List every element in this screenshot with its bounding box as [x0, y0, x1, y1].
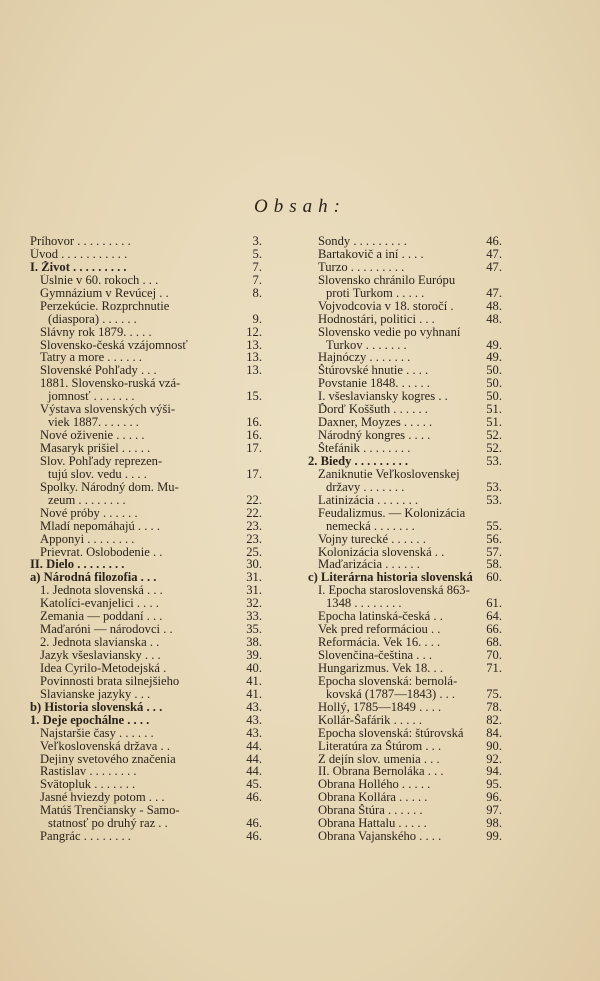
toc-entry-page: 32.: [246, 596, 262, 611]
toc-entry-title: Katolíci-evanjelici . . . .: [40, 597, 159, 611]
toc-entry: [30, 597, 262, 610]
toc-entry-title: Slavianske jazyky . . .: [40, 687, 151, 701]
toc-entry-page: 30.: [246, 557, 262, 572]
toc-entry: [30, 274, 262, 287]
toc-entry: [308, 403, 502, 416]
toc-entry: [308, 287, 502, 300]
toc-entry: [308, 351, 502, 364]
toc-entry: [308, 442, 502, 455]
toc-entry-page: 5.: [252, 246, 262, 261]
toc-entry-page: 84.: [486, 725, 502, 740]
toc-entry-page: 50.: [486, 376, 502, 391]
toc-entry-title: 1. Deje epochálne . . . .: [30, 713, 150, 727]
toc-entry-page: 47.: [486, 246, 502, 261]
toc-entry-page: 22.: [246, 492, 262, 507]
toc-entry-page: 53.: [486, 453, 502, 468]
toc-entry-title: 2. Jednota slavianska . .: [40, 636, 160, 650]
toc-entry-page: 97.: [486, 803, 502, 818]
toc-entry-page: 82.: [486, 712, 502, 727]
toc-entry-title: Epocha latinská-česká . .: [318, 610, 443, 624]
toc-entry: [308, 274, 502, 287]
toc-entry-title: Najstaršie časy . . . . . .: [40, 726, 154, 740]
toc-entry: [30, 507, 262, 520]
toc-entry: [308, 326, 502, 339]
toc-entry-page: 43.: [246, 725, 262, 740]
toc-entry-title: Veľkoslovenská država . .: [40, 739, 170, 753]
toc-entry-title: Nové oživenie . . . . .: [40, 429, 145, 443]
toc-entry: [308, 390, 502, 403]
toc-entry: [308, 571, 502, 584]
toc-entry-title: Slávny rok 1879. . . . .: [40, 325, 152, 339]
toc-entry-page: 16.: [246, 428, 262, 443]
toc-entry: [30, 727, 262, 740]
page-title: Obsah:: [254, 196, 346, 217]
toc-entry-title: Obrana Štúra . . . . . .: [318, 804, 423, 818]
toc-entry-page: 40.: [246, 660, 262, 675]
toc-entry: [30, 558, 262, 571]
toc-entry-title: Slovensko-česká vzájomnosť: [40, 338, 188, 352]
toc-entry: [30, 571, 262, 584]
toc-entry-page: 90.: [486, 738, 502, 753]
toc-entry-title: Obrana Hollého . . . . .: [318, 778, 431, 792]
toc-entry-page: 95.: [486, 777, 502, 792]
toc-entry: [30, 390, 262, 403]
toc-entry-title: Masaryk prišiel . . . . .: [40, 442, 151, 455]
toc-entry-title: Sondy . . . . . . . . .: [318, 235, 407, 248]
toc-entry-page: 70.: [486, 648, 502, 662]
toc-entry-title: Obrana Hattalu . . . . .: [318, 817, 427, 831]
toc-entry-title: jomnosť . . . . . . .: [48, 390, 135, 404]
toc-entry-title: Mladí nepomáhajú . . . .: [40, 519, 160, 533]
toc-entry-page: 31.: [246, 583, 262, 598]
toc-entry: [308, 636, 502, 649]
toc-entry-page: 12.: [246, 324, 262, 339]
toc-entry: [30, 649, 262, 662]
toc-entry-title: Povstanie 1848. . . . . .: [318, 377, 430, 391]
toc-entry: [30, 248, 262, 261]
toc-entry: [30, 791, 262, 804]
toc-entry-title: Jazyk všeslaviansky . . .: [40, 649, 161, 662]
toc-entry-page: 22.: [246, 505, 262, 520]
toc-entry-page: 13.: [246, 363, 262, 378]
toc-entry: [30, 804, 262, 817]
toc-entry: [308, 313, 502, 326]
toc-entry: [308, 649, 502, 662]
toc-entry: [308, 429, 502, 442]
toc-entry-page: 43.: [246, 712, 262, 727]
toc-entry-page: 46.: [246, 829, 262, 844]
toc-entry: [308, 494, 502, 507]
toc-entry: [308, 520, 502, 533]
toc-entry-page: 53.: [486, 492, 502, 507]
toc-entry-page: 71.: [486, 660, 502, 675]
toc-entry-title: Štúrovské hnutie . . . .: [318, 364, 429, 378]
toc-entry-page: 68.: [486, 635, 502, 650]
toc-entry: [30, 584, 262, 597]
toc-entry-title: Slov. Pohľady reprezen-: [40, 454, 163, 468]
toc-entry: [30, 546, 262, 559]
toc-entry-page: 13.: [246, 337, 262, 352]
toc-entry-title: Ďorď Koššuth . . . . . .: [318, 403, 428, 417]
toc-entry: [30, 481, 262, 494]
toc-entry: [30, 778, 262, 791]
toc-entry: [308, 778, 502, 791]
toc-entry: [308, 468, 502, 481]
toc-entry-title: Úvod . . . . . . . . . . .: [30, 247, 128, 261]
toc-entry-title: Idea Cyrilo-Metodejská .: [40, 661, 167, 675]
toc-entry-title: zeum . . . . . . . .: [48, 493, 126, 507]
toc-column-left: [30, 235, 262, 843]
toc-entry-page: 56.: [486, 531, 502, 546]
toc-entry-title: (diaspora) . . . . . .: [48, 312, 137, 326]
toc-entry-title: Slovenské Pohľady . . .: [40, 364, 157, 378]
toc-entry: [30, 235, 262, 248]
toc-entry-title: Národný kongres . . . .: [318, 429, 431, 443]
toc-entry-title: Úslnie v 60. rokoch . . .: [40, 273, 159, 287]
toc-entry-page: 92.: [486, 751, 502, 766]
toc-entry-title: Matúš Trenčiansky - Samo-: [40, 804, 180, 818]
toc-entry: [30, 455, 262, 468]
toc-entry-page: 53.: [486, 479, 502, 494]
toc-entry-page: 98.: [486, 816, 502, 831]
toc-entry: [30, 300, 262, 313]
toc-entry-title: Svätopluk . . . . . . .: [40, 778, 136, 792]
toc-entry-page: 49.: [486, 337, 502, 352]
toc-entry-title: Turzo . . . . . . . . .: [318, 260, 405, 274]
toc-entry: [308, 558, 502, 571]
toc-entry-title: Slovenčina-čeština . . .: [318, 649, 433, 662]
toc-entry: [30, 494, 262, 507]
toc-entry-title: Slovensko chránilo Európu: [318, 273, 456, 287]
toc-entry: [308, 507, 502, 520]
toc-entry: [30, 326, 262, 339]
toc-entry: [30, 377, 262, 390]
toc-entry-page: 7.: [252, 272, 262, 287]
toc-entry: [30, 351, 262, 364]
toc-entry-title: Epocha slovenská: štúrovská: [318, 726, 464, 740]
toc-entry: [30, 429, 262, 442]
toc-entry-page: 41.: [246, 686, 262, 701]
toc-entry: [308, 377, 502, 390]
toc-entry-page: 23.: [246, 531, 262, 546]
toc-entry: [308, 753, 502, 766]
toc-entry-page: 46.: [246, 790, 262, 805]
toc-entry: [30, 403, 262, 416]
toc-entry-page: 61.: [486, 596, 502, 611]
toc-entry-title: tujú slov. vedu . . . .: [48, 467, 147, 481]
toc-entry: [30, 830, 262, 843]
toc-entry-title: I. všeslaviansky kogres . .: [318, 390, 448, 404]
toc-entry-page: 99.: [486, 829, 502, 844]
toc-entry-title: Hungarizmus. Vek 18. . .: [318, 661, 443, 675]
toc-entry-title: nemecká . . . . . . .: [326, 519, 415, 533]
toc-entry-page: 48.: [486, 298, 502, 313]
toc-entry-page: 9.: [252, 311, 262, 326]
toc-entry-page: 47.: [486, 259, 502, 274]
toc-entry-page: 33.: [246, 609, 262, 624]
toc-entry-title: Reformácia. Vek 16. . . .: [318, 636, 441, 650]
toc-entry: [308, 235, 502, 248]
toc-entry-title: Príhovor . . . . . . . . .: [30, 235, 131, 248]
toc-entry-page: 41.: [246, 673, 262, 688]
toc-entry: [308, 597, 502, 610]
toc-entry-page: 51.: [486, 402, 502, 417]
toc-entry: [308, 455, 502, 468]
toc-entry-title: Daxner, Moyzes . . . . .: [318, 416, 433, 430]
toc-entry-page: 51.: [486, 415, 502, 430]
toc-entry-title: 1881. Slovensko-ruská vzá-: [40, 377, 181, 391]
toc-entry: [30, 817, 262, 830]
toc-entry: [308, 623, 502, 636]
toc-entry: [30, 662, 262, 675]
toc-entry-title: 2. Biedy . . . . . . . . .: [308, 454, 409, 468]
toc-entry-title: Kollár-Šafárik . . . . .: [318, 713, 422, 727]
toc-entry: [308, 610, 502, 623]
toc-entry-title: Slovensko vedie po vyhnaní: [318, 325, 461, 339]
toc-entry: [308, 727, 502, 740]
toc-entry: [308, 364, 502, 377]
toc-entry: [308, 261, 502, 274]
toc-entry-title: Epocha slovenská: bernolá-: [318, 674, 458, 688]
toc-entry: [308, 248, 502, 261]
toc-entry-page: 64.: [486, 609, 502, 624]
toc-entry: [308, 662, 502, 675]
toc-entry-title: Hajnóczy . . . . . . .: [318, 351, 411, 365]
toc-entry-title: Jasné hviezdy potom . . .: [40, 791, 165, 805]
toc-entry-page: 13.: [246, 350, 262, 365]
toc-entry: [30, 610, 262, 623]
toc-entry-title: II. Dielo . . . . . . . .: [30, 558, 125, 572]
toc-entry-page: 15.: [246, 389, 262, 404]
toc-entry-page: 66.: [486, 622, 502, 637]
toc-entry-page: 46.: [246, 816, 262, 831]
toc-entry: [30, 675, 262, 688]
toc-entry: [308, 675, 502, 688]
toc-entry-title: Zemania — poddaní . . .: [40, 610, 163, 624]
toc-entry-page: 17.: [246, 441, 262, 455]
toc-entry: [308, 804, 502, 817]
toc-entry-title: Kolonizácia slovenská . .: [318, 545, 445, 559]
toc-column-right: [308, 235, 502, 843]
toc-entry-page: 8.: [252, 285, 262, 300]
toc-entry: [308, 714, 502, 727]
toc-entry-title: Vojvodcovia v 18. storočí .: [318, 299, 454, 313]
toc-entry-page: 48.: [486, 311, 502, 326]
toc-entry-title: Apponyi . . . . . . . .: [40, 532, 135, 546]
toc-entry-page: 44.: [246, 738, 262, 753]
toc-entry-title: Z dejín slov. umenia . . .: [318, 752, 440, 766]
toc-entry-page: 16.: [246, 415, 262, 430]
toc-entry-title: kovská (1787—1843) . . .: [326, 687, 456, 701]
toc-entry-title: statnosť po druhý raz . .: [48, 817, 168, 831]
toc-entry-page: 35.: [246, 622, 262, 637]
toc-entry-title: Latinizácia . . . . . . .: [318, 493, 419, 507]
toc-entry-title: Prievrat. Oslobodenie . .: [40, 545, 163, 559]
toc-entry: [30, 533, 262, 546]
toc-entry-title: državy . . . . . . .: [326, 480, 405, 494]
toc-entry-page: 17.: [246, 466, 262, 481]
toc-entry-page: 52.: [486, 428, 502, 443]
toc-entry: [308, 701, 502, 714]
toc-entry: [308, 533, 502, 546]
toc-entry-page: 60.: [486, 570, 502, 585]
toc-entry-title: b) Historia slovenská . . .: [30, 700, 163, 714]
toc-entry: [308, 481, 502, 494]
toc-entry: [30, 753, 262, 766]
toc-entry-title: Obrana Kollára . . . . .: [318, 791, 428, 805]
toc-entry-title: I. Epocha staroslovenská 863-: [318, 584, 470, 598]
toc-entry-title: Hollý, 1785—1849 . . . .: [318, 700, 442, 714]
toc-entry: [308, 584, 502, 597]
toc-entry: [308, 339, 502, 352]
toc-entry: [30, 701, 262, 714]
toc-entry-title: Spolky. Národný dom. Mu-: [40, 480, 179, 494]
toc-entry-page: 43.: [246, 699, 262, 714]
toc-entry-title: Tatry a more . . . . . .: [40, 351, 142, 365]
toc-entry: [308, 688, 502, 701]
toc-entry-page: 52.: [486, 441, 502, 455]
toc-entry-title: c) Literárna historia slovenská: [308, 571, 473, 585]
toc-entry-page: 44.: [246, 764, 262, 779]
toc-entry-title: Feudalizmus. — Kolonizácia: [318, 506, 466, 520]
toc-entry-page: 3.: [252, 234, 262, 248]
toc-entry-title: Hodnostári, politici . . .: [318, 312, 435, 326]
toc-entry-title: Turkov . . . . . . .: [326, 338, 407, 352]
toc-entry-page: 23.: [246, 518, 262, 533]
toc-entry-title: I. Život . . . . . . . . .: [30, 260, 127, 274]
toc-entry-title: II. Obrana Bernoláka . . .: [318, 765, 444, 779]
toc-entry-page: 58.: [486, 557, 502, 572]
toc-entry: [30, 468, 262, 481]
toc-entry: [30, 313, 262, 326]
toc-entry: [30, 364, 262, 377]
toc-entry-title: 1348 . . . . . . . .: [326, 597, 402, 611]
toc-entry-page: 38.: [246, 635, 262, 650]
toc-entry: [30, 740, 262, 753]
toc-entry: [30, 636, 262, 649]
toc-entry-title: Dejiny svetového značenia: [40, 752, 176, 766]
toc-entry-page: 45.: [246, 777, 262, 792]
toc-entry-page: 49.: [486, 350, 502, 365]
toc-entry-title: Nové próby . . . . . .: [40, 506, 138, 520]
toc-entry-title: Pangrác . . . . . . . .: [40, 830, 131, 844]
toc-entry-page: 55.: [486, 518, 502, 533]
toc-entry-page: 96.: [486, 790, 502, 805]
toc-entry-title: Zaniknutie Veľkoslovenskej: [318, 467, 460, 481]
toc-entry-title: Literatúra za Štúrom . . .: [318, 739, 442, 753]
toc-entry-title: Štefánik . . . . . . . .: [318, 442, 411, 455]
toc-entry: [30, 442, 262, 455]
toc-entry: [30, 688, 262, 701]
toc-entry-page: 50.: [486, 363, 502, 378]
toc-entry-page: 7.: [252, 259, 262, 274]
toc-entry: [30, 261, 262, 274]
toc-entry-title: 1. Jednota slovenská . . .: [40, 584, 163, 598]
toc-entry-page: 94.: [486, 764, 502, 779]
toc-entry-page: 46.: [486, 234, 502, 248]
toc-entry-title: Obrana Vajanského . . . .: [318, 830, 442, 844]
toc-entry: [308, 817, 502, 830]
toc-entry: [30, 623, 262, 636]
toc-entry-page: 57.: [486, 544, 502, 559]
toc-entry-title: Rastislav . . . . . . . .: [40, 765, 137, 779]
toc-entry-title: proti Turkom . . . . .: [326, 286, 425, 300]
toc-entry-title: Gymnázium v Revúcej . .: [40, 286, 169, 300]
toc-entry-title: Vojny turecké . . . . . .: [318, 532, 426, 546]
toc-entry: [308, 791, 502, 804]
toc-entry-page: 39.: [246, 648, 262, 662]
toc-entry-page: 44.: [246, 751, 262, 766]
toc-entry-page: 31.: [246, 570, 262, 585]
toc-entry: [308, 765, 502, 778]
toc-entry: [30, 765, 262, 778]
toc-entry-page: 47.: [486, 285, 502, 300]
toc-entry-title: Bartakovič a iní . . . .: [318, 247, 424, 261]
toc-entry: [30, 714, 262, 727]
toc-entry-title: Maďaróni — národovci . .: [40, 623, 173, 637]
toc-entry: [308, 300, 502, 313]
toc-entry-title: Perzekúcie. Rozprchnutie: [40, 299, 170, 313]
toc-entry-title: viek 1887. . . . . . .: [48, 416, 139, 430]
toc-entry-title: Povinnosti brata silnejšieho: [40, 674, 180, 688]
toc-entry-page: 50.: [486, 389, 502, 404]
toc-entry-title: Maďarizácia . . . . . .: [318, 558, 420, 572]
toc-entry: [308, 830, 502, 843]
toc-entry-page: 78.: [486, 699, 502, 714]
toc-entry: [308, 416, 502, 429]
toc-entry: [30, 416, 262, 429]
toc-entry: [308, 740, 502, 753]
toc-entry-title: a) Národná filozofia . . .: [30, 571, 157, 585]
toc-entry-page: 75.: [486, 686, 502, 701]
toc-entry-title: Vek pred reformáciou . .: [318, 623, 441, 637]
toc-entry: [30, 287, 262, 300]
toc-entry: [30, 520, 262, 533]
toc-entry: [308, 546, 502, 559]
toc-entry-page: 25.: [246, 544, 262, 559]
toc-entry-title: Výstava slovenských výši-: [40, 403, 176, 417]
toc-entry: [30, 339, 262, 352]
